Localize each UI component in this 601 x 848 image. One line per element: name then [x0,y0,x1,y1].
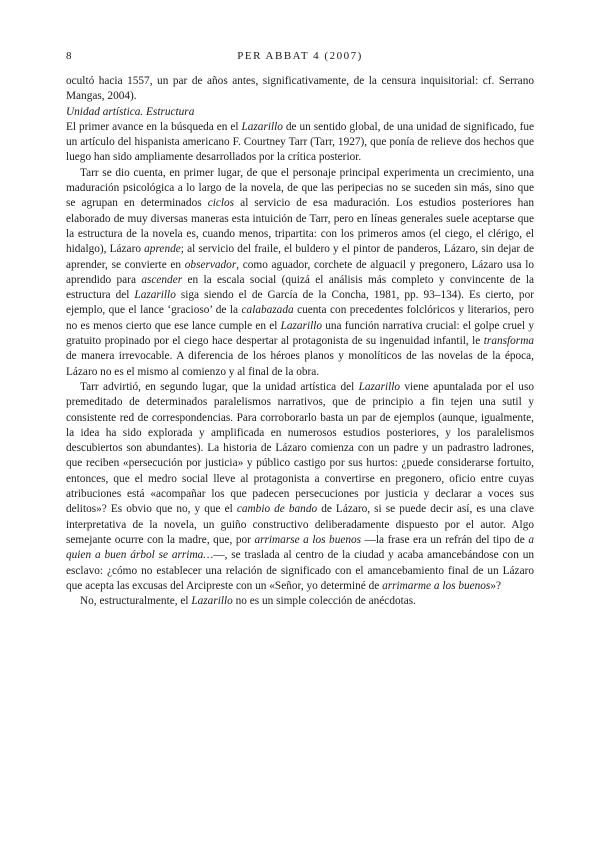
italic-text: a quien a buen árbol se arrima… [66,533,534,562]
text-run: El primer avance en la búsqueda en el [66,120,242,133]
text-run: siga siendo el de García de la Concha, 1981, pp. 93–134). Es cierto, por ejemplo, que el lance ‘gracioso’ de la [66,289,534,317]
page-header [66,50,534,64]
text-run: una función narrativa crucial: el golpe cruel y gratuito propinado por el ciego hace despertar al protagonista de su ingenuidad infantil, le [66,319,534,348]
italic-text: ascender [141,273,183,286]
text-run: de un sentido global, de una unidad de significado, fue un artículo del hispanista americano F. Courtney Tarr (Tarr, 1927), que ponía de relieve dos hechos que luego han sido ampliamente desarrollados por la crítica posterior. [66,120,534,164]
paragraph [66,380,534,594]
italic-text: transforma [483,335,534,348]
text-run: No, estructuralmente, el [80,595,192,608]
text-run: ; al servicio del fraile, el buldero y el pintor de panderos, Lázaro, sin dejar de aprender, se convierte en [66,243,534,271]
text-run: Tarr advirtió, en segundo lugar, que la unidad artística del [80,380,359,393]
italic-text: Lazarillo [191,595,233,608]
text-run: cuenta con precedentes folclóricos y literarios, pero no es menos cierto que ese lance cumple en el [66,304,534,332]
text-run: de Lázaro, si se puede decir así, es una clave interpretativa de la novela, un guiño constructivo deliberadamente dispuesto por el autor. Algo semejante ocurre con la madre, que, por [66,503,535,546]
text-run: , como aguador, corchete de alguacil y pregonero, Lázaro usa lo aprendido para [66,258,534,286]
paragraph [66,166,534,380]
text-run: »? [490,579,501,592]
paragraph [66,74,534,105]
italic-text: calabazada [241,304,294,317]
italic-text: aprende [144,243,181,256]
text-run: de manera irrevocable. A diferencia de los héroes planos y monolíticos de las novelas de la época, Lázaro no es el mismo al comienzo y al final de la obra. [66,350,534,378]
italic-text: Lazarillo [358,380,401,393]
italic-text: Lazarillo [134,289,176,302]
section-heading: Unidad artística. Estructura [66,105,195,118]
body-text [66,74,534,609]
text-run: no es un simple colección de anécdotas. [232,595,416,608]
text-run: —, se traslada al centro de la ciudad y acaba amancebándose con un esclavo: ¿cómo no establecer una relación de significado con el amancebamiento final de un Lázaro que acepta las excusas del Arcipreste con un «Señor, yo determiné de [66,549,535,592]
paragraph [66,594,534,609]
text-run: —la frase era un refrán del tipo de [361,533,529,546]
italic-text: observador [184,258,237,271]
text-run: viene apuntalada por el uso premeditado de determinados paralelismos narrativos, que de principio a fin tejen una sutil y consistente red de correspondencias. Para corroborarlo basta un par de ejemplos (aunque, igualmente, la idea ha sido explorada y amplificada en numerosos estudios posteriores, y los paralelismos descubiertos son abundantes). La historia de Lázaro comienza con un padre y un padrastro ladrones, que reciben «persecución por justicia» y público castigo por sus hurtos: ¿puede considerarse fortuito, entonces, que el medro social lleve al protagonista a convertirse en pregonero, oficio entre cuyas atribuciones está «acompañar los que padecen persecuciones por justicia y declarar a voces sus delitos»? Es obvio que no, y que el [66,380,534,516]
paragraph [66,120,534,166]
italic-text: Lazarillo [241,120,283,133]
text-run: en la escala social (quizá el análisis más completo y convincente de la estructura del [66,273,534,302]
page-number: 8 [66,50,72,62]
text-run: al servicio de esa maduración. Los estudios posteriores han elaborado de muy diversas maneras esta intuición de Tarr, pero en líneas generales suele aceptarse que la estructura de la novela es, cuando menos, tripartita: con los primeros amos (el ciego, el clérigo, el hidalgo), Lázaro [66,197,534,256]
text-run: ocultó hacia 1557, un par de años antes, significativamente, de la censura inquisitorial: cf. Serrano Mangas, 2004). [66,75,534,103]
italic-text: arrimarse a los buenos [254,533,362,546]
italic-text: cambio de bando [236,503,318,516]
italic-text: Lazarillo [280,319,323,332]
italic-text: arrimarme a los buenos [382,579,491,592]
running-head: PER ABBAT 4 (2007) [237,50,363,62]
italic-text: ciclos [207,197,235,210]
text-run: Tarr se dio cuenta, en primer lugar, de que el personaje principal experimenta un crecimiento, una maduración psicológica a lo largo de la novela, de que las peripecias no se suceden sin más, sino que se agrupan en determinados [66,166,534,210]
